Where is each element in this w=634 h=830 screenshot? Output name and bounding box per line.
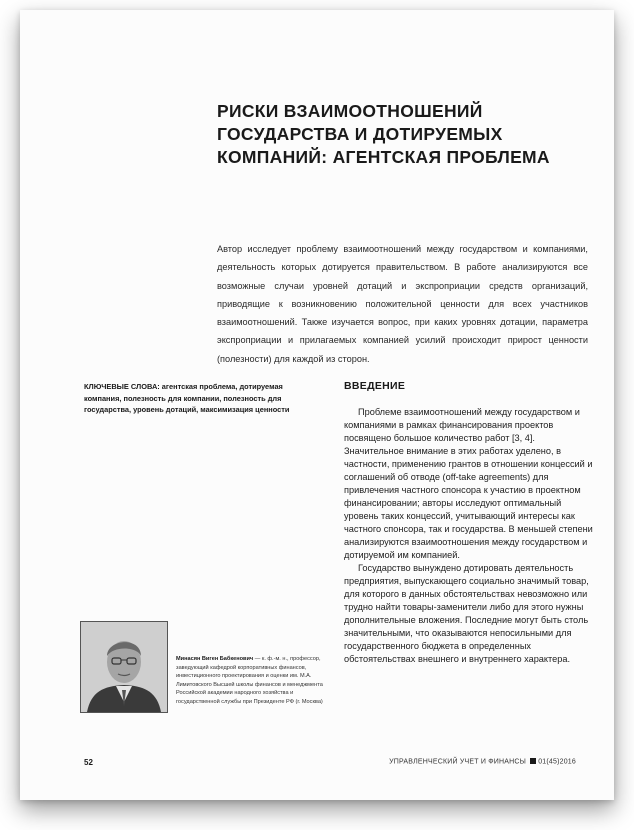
introduction-body [344,406,594,666]
article-title: РИСКИ ВЗАИМООТНОШЕНИЙ ГОСУДАРСТВА И ДОТИРУЕМЫХ КОМПАНИЙ: АГЕНТСКАЯ ПРОБЛЕМА [217,101,550,167]
journal-issue: 01(45)2016 [538,758,576,766]
author-name: Минасян Виген Бабкенович [176,656,254,662]
journal-page [20,10,614,800]
journal-footer [389,758,576,766]
page-number: 52 [84,758,93,767]
author-photo [80,621,168,713]
intro-paragraph-1: Проблеме взаимоотношений между государством и компаниями в рамках финансирования проектов посвящено большое количество работ [3, 4]. Значительное внимание в этих работах уделено, в частности, применению грантов в отношении концессий и соглашений об отводе (off-take agreements) для привлечения частного спонсора к участию в проектном финансировании; авторы исследуют оптимальный уровень таких концессий, учитывающий интересы как частного спонсора, так и государства. В меньшей степени анализируются взаимоотношения между государством и дотируемой им компанией. [344,407,593,560]
keywords: КЛЮЧЕВЫЕ СЛОВА: агентская проблема, дотируемая компания, полезность для компании, полезность для государства, уровень дотаций, максимизация ценности [84,382,290,414]
intro-paragraph-2: Государство вынуждено дотировать деятельность предприятия, выпускающего социально значимый товар, для которого в данных обстоятельствах невозможно или трудно найти товары-заменители либо для этого нужны дополнительные вложения. Последние могут быть столь значительными, что оказываются непосильными для государственного бюджета в определенных обстоятельствах внешнего и внутреннего характера. [344,563,589,664]
article-abstract: Автор исследует проблему взаимоотношений между государством и компаниями, деятельность которых дотируется правительством. В работе анализируются все возможные случаи уровней дотаций и экспроприации средств организаций, приводящие к возникновению положительной ценности для всех участников взаимоотношений. Также изучается вопрос, при каких уровнях дотации, параметра экспроприации и прилагаемых компанией усилий происходит прирост ценности (полезности) для каждой из сторон. [217,244,588,364]
square-icon [530,758,536,764]
section-heading-introduction: ВВЕДЕНИЕ [344,380,406,392]
author-info [176,655,331,706]
author-description: — к. ф.-м. н., профессор, заведующий кафедрой корпоративных финансов, инвестиционного проектирования и оценки им. М.А. Лимитовского Высшей школы финансов и менеджмента Российской академии народного хозяйства и государственной службы при Президенте РФ (г. Москва) [176,656,323,705]
journal-name: УПРАВЛЕНЧЕСКИЙ УЧЕТ И ФИНАНСЫ [389,758,527,766]
